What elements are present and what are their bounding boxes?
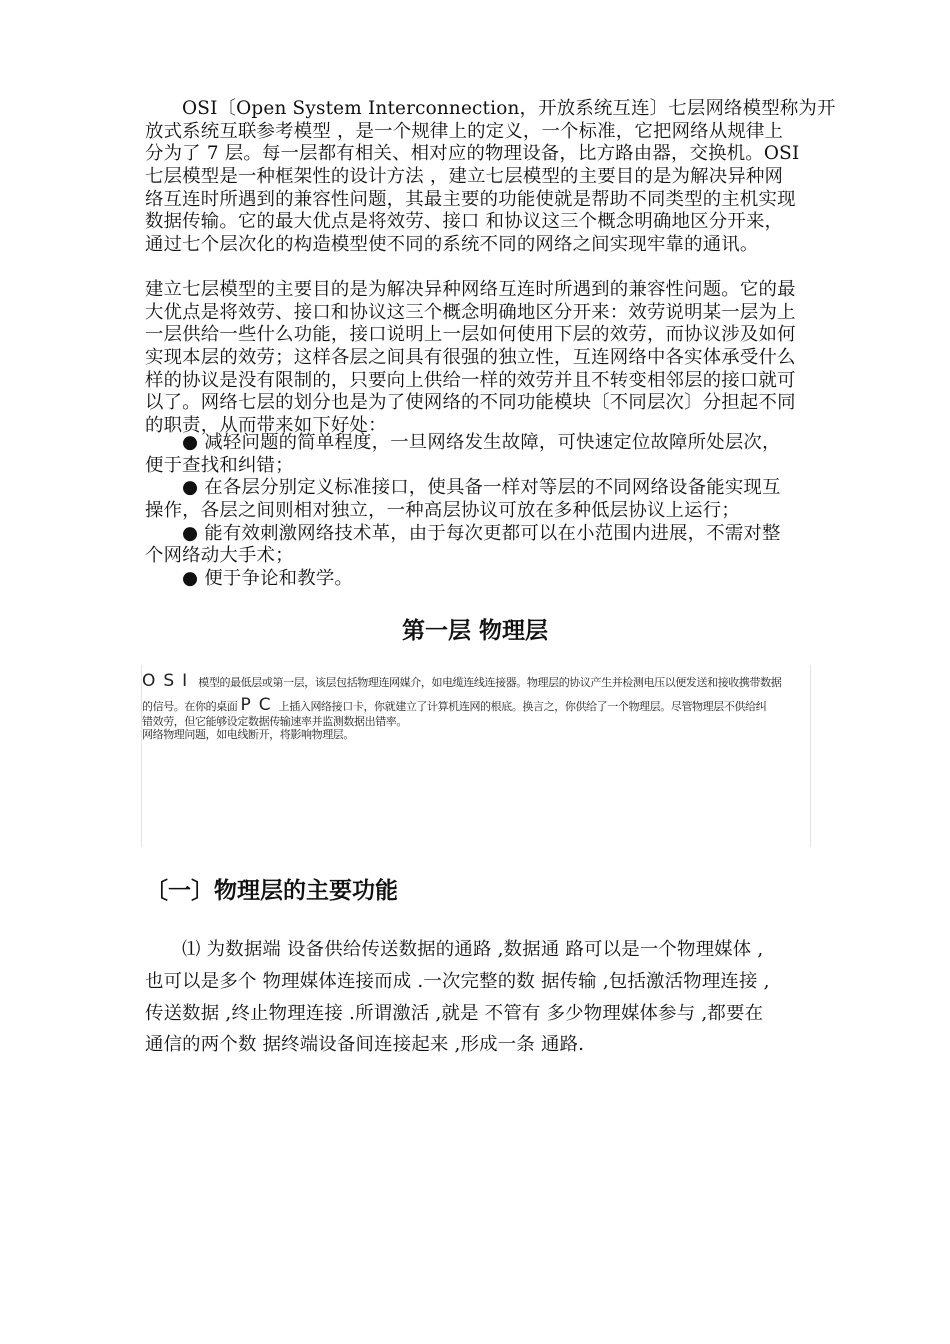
osi-label: OSI <box>142 671 196 691</box>
bullet-item-cont: 操作，各层之间则相对独立，一种高层协议可放在多种低层协议上运行； <box>145 500 740 522</box>
intro-paragraph <box>145 98 836 257</box>
text-line: OSI〔Open System Interconnection，开放系统互连〕七层网络模型称为开 <box>182 98 836 119</box>
purpose-paragraph <box>145 279 815 438</box>
heading-main-functions: 〔一〕物理层的主要功能 <box>145 877 398 904</box>
text-line: 络互连时所遇到的兼容性问题，其最主要的功能使就是帮助不同类型的主机实现 <box>145 188 796 210</box>
text-line: 分为了 7 层。每一层都有相关、相对应的物理设备，比方路由器，交换机。OSI <box>145 143 800 165</box>
text-line: 上插入网络接口卡，你就建立了计算机连网的根底。换言之，你供给了一个物理层。尽管物理层不供给纠 <box>278 700 767 713</box>
text-line: 数据传输。它的最大优点是将效劳、接口 和协议这三个概念明确地区分开来， <box>145 211 784 233</box>
function-paragraph <box>145 934 815 1061</box>
heading-physical-layer: 第一层 物理层 <box>401 617 548 644</box>
physical-layer-textbox <box>141 665 811 847</box>
text-line: 的职责，从而带来如下好处： <box>145 415 387 437</box>
bullet-item: ● 能有效刺激网络技术革，由于每次更都可以在小范围内进展，不需对整 <box>182 522 781 544</box>
text-line: 模型的最低层或第一层，该层包括物理连网媒介，如电缆连线连接器。物理层的协议产生并检测电压以便发送和接收携带数据 <box>198 676 782 689</box>
text-line: 通信的两个数 据终端设备间连接起来 ,形成一条 通路. <box>145 1034 585 1056</box>
text-line: 的信号。在你的桌面 <box>142 700 238 713</box>
text-line: 通过七个层次化的构造模型使不同的系统不同的网络之间实现牢靠的通讯。 <box>145 234 759 256</box>
text-line: 放式系统互联参考模型 ，是一个规律上的定义，一个标准，它把网络从规律上 <box>145 120 784 142</box>
benefits-list <box>145 432 815 591</box>
bullet-item-cont: 个网络动大手术； <box>145 545 294 567</box>
bullet-item: ● 便于争论和教学。 <box>182 568 354 590</box>
text-line: ⑴ 为数据端 设备供给传送数据的通路 ,数据通 路可以是一个物理媒体 , <box>182 939 764 960</box>
pc-label: PC <box>240 695 279 715</box>
text-line: 传送数据 ,终止物理连接 .所谓激活 ,就是 不管有 多少物理媒体参与 ,都要在 <box>145 1002 764 1024</box>
text-line: 大优点是将效劳、接口和协议这三个概念明确地区分开来：效劳说明某一层为上 <box>145 301 796 323</box>
text-line: 建立七层模型的主要目的是为解决异种网络互连时所遇到的兼容性问题。它的最 <box>145 279 796 300</box>
text-line: 七层模型是一种框架性的设计方法 ，建立七层模型的主要目的是为解决异种网 <box>145 166 784 188</box>
bullet-item: ● 在各层分别定义标准接口，使具备一样对等层的不同网络设备能实现互 <box>182 477 781 499</box>
text-line: 实现本层的效劳；这样各层之间具有很强的独立性，互连网络中各实体承受什么 <box>145 347 796 369</box>
text-line: 网络物理问题，如电线断开，将影响物理层。 <box>142 728 354 741</box>
text-line: 样的协议是没有限制的，只要向上供给一样的效劳并且不转变相邻层的接口就可 <box>145 369 796 391</box>
text-line: 以了。网络七层的划分也是为了使网络的不同功能模块〔不同层次〕分担起不同 <box>145 392 796 414</box>
text-line: 一层供给一些什么功能，接口说明上一层如何使用下层的效劳，而协议涉及如何 <box>145 324 796 346</box>
text-line: 错效劳，但它能够设定数据传输速率并监测数据出错率。 <box>142 715 407 728</box>
text-line: 也可以是多个 物理媒体连接而成 .一次完整的数 据传输 ,包括激活物理连接 , <box>145 970 770 992</box>
bullet-item: ● 减轻问题的简单程度，一旦网络发生故障，可快速定位故障所处层次， <box>182 432 781 453</box>
bullet-item-cont: 便于查找和纠错； <box>145 454 294 476</box>
